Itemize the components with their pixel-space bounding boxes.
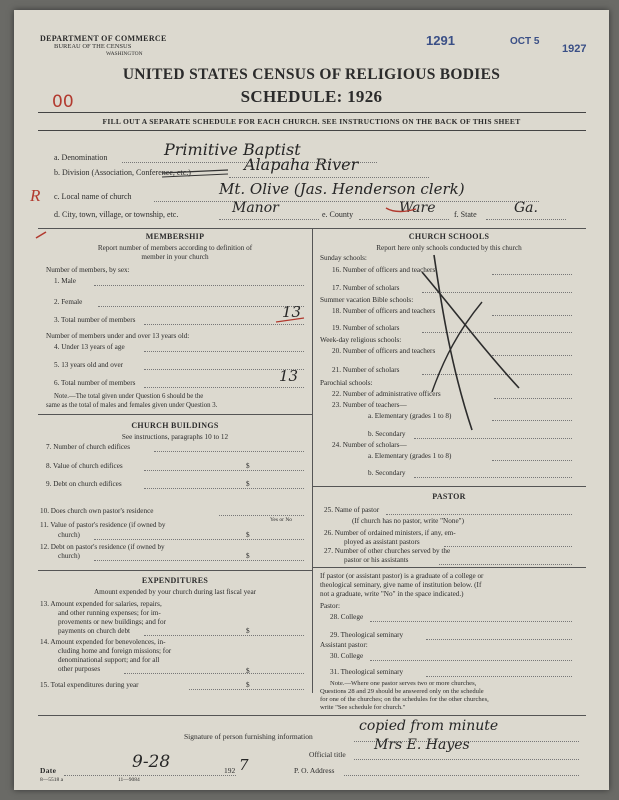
q13-line-2: and other running expenses; for im-	[58, 609, 161, 617]
form-number-2: 11—9084	[118, 777, 140, 783]
q18: 18. Number of officers and teachers	[332, 307, 436, 315]
schools-sub: Report here only schools conducted by this church	[376, 244, 522, 252]
q28: 28. College	[330, 613, 364, 621]
q15-total: 15. Total expenditures during year	[40, 681, 139, 689]
buildings-sub: See instructions, paragraphs 10 to 12	[121, 433, 229, 441]
yes-no-hint: Yes or No	[270, 517, 293, 523]
q30: 30. College	[330, 652, 364, 660]
q11-line-1: 11. Value of pastor's residence (if owned by	[40, 521, 166, 529]
q25: 25. Name of pastor	[324, 506, 380, 514]
q19: 19. Number of scholars	[332, 324, 400, 332]
local-name-label: c. Local name of church	[54, 192, 132, 201]
q22: 22. Number of administrative officers	[332, 390, 441, 398]
year-value: 7	[239, 756, 249, 774]
q17: 17. Number of scholars	[332, 284, 400, 292]
weekday-label: Week-day religious schools:	[320, 336, 402, 344]
q12-line-2: church)	[58, 552, 80, 560]
stamp-year: 1927	[562, 43, 587, 55]
expenditures-heading: EXPENDITURES	[141, 576, 209, 585]
denomination-value: Primitive Baptist	[164, 140, 301, 159]
q13-dollar: $	[246, 627, 250, 635]
q24-secondary: b. Secondary	[368, 469, 406, 477]
q9-debt-edifices: 9. Debt on church edifices	[46, 480, 122, 488]
q16: 16. Number of officers and teachers	[332, 266, 436, 274]
assistant-label: Assistant pastor:	[320, 641, 368, 649]
q14-line-1: 14. Amount expended for benevolences, in-	[40, 638, 166, 646]
pastor-note-4: write "See schedule for church."	[320, 704, 406, 711]
denomination-label: a. Denomination	[54, 153, 108, 162]
q29: 29. Theological seminary	[330, 631, 404, 639]
year-prefix: 192	[224, 766, 236, 775]
q2-female: 2. Female	[54, 298, 83, 306]
membership-note-1: Note.—The total given under Question 6 should be the	[54, 393, 204, 400]
date-label: Date	[40, 766, 57, 775]
graduate-note-3: not a graduate, write "No" in the space indicated.)	[320, 590, 464, 598]
membership-intro-2: member in your church	[141, 253, 209, 261]
division-strike	[14, 10, 609, 790]
q6-total: 6. Total number of members	[54, 379, 136, 387]
parochial-label: Parochial schools:	[320, 379, 373, 387]
q15-dollar: $	[246, 681, 250, 689]
q11-dollar: $	[246, 531, 250, 539]
q23-elementary: a. Elementary (grades 1 to 8)	[368, 412, 452, 420]
state-value: Ga.	[514, 200, 538, 216]
q31: 31. Theological seminary	[330, 668, 404, 676]
q8-dollar: $	[246, 462, 250, 470]
q13-line-1: 13. Amount expended for salaries, repairs,	[40, 600, 162, 608]
official-title-label: Official title	[309, 750, 346, 759]
q12-line-1: 12. Debt on pastor's residence (if owned by	[40, 543, 165, 551]
q14-line-2: cluding home and foreign missions; for	[58, 647, 172, 655]
q14-dollar: $	[246, 667, 250, 675]
q25-hint: (If church has no pastor, write "None")	[352, 517, 464, 525]
city-town-value: Manor	[232, 200, 279, 216]
q24: 24. Number of scholars—	[332, 441, 407, 449]
q9-dollar: $	[246, 480, 250, 488]
q24-elementary: a. Elementary (grades 1 to 8)	[368, 452, 452, 460]
q23: 23. Number of teachers—	[332, 401, 407, 409]
graduate-note-1: If pastor (or assistant pastor) is a graduate of a college or	[320, 572, 484, 580]
graduate-note-2: theological seminary, give name of institution below. (If	[320, 581, 482, 589]
bureau-label: BUREAU OF THE CENSUS	[54, 43, 132, 50]
q14-line-3: denominational support; and for all	[58, 656, 160, 664]
membership-heading: MEMBERSHIP	[145, 232, 205, 241]
membership-note-2: same as the total of males and females given under Question 3.	[46, 402, 218, 409]
q6-value: 13	[279, 367, 299, 385]
q10-residence: 10. Does church own pastor's residence	[40, 507, 154, 515]
county-label: e. County	[322, 210, 354, 219]
under-over-label: Number of members under and over 13 years old:	[46, 332, 190, 340]
q8-value-edifices: 8. Value of church edifices	[46, 462, 123, 470]
q26-line-1: 26. Number of ordained ministers, if any, em-	[324, 529, 456, 537]
q12-dollar: $	[246, 552, 250, 560]
expenditures-sub: Amount expended by your church during last fiscal year	[93, 588, 257, 596]
pastor-label: Pastor:	[320, 602, 340, 610]
sunday-label: Sunday schools:	[320, 254, 367, 262]
q3-value: 13	[282, 303, 302, 321]
county-value: Ware	[399, 200, 436, 216]
form-number: 8—5518 a	[40, 777, 64, 783]
by-sex-label: Number of members, by sex:	[46, 266, 130, 274]
q7-edifices: 7. Number of church edifices	[46, 443, 131, 451]
pastor-heading: PASTOR	[432, 492, 466, 501]
q5-over-13: 5. 13 years old and over	[54, 361, 124, 369]
dept-label: DEPARTMENT OF COMMERCE	[40, 34, 167, 43]
official-title-value: Mrs E. Hayes	[374, 737, 470, 753]
q21: 21. Number of scholars	[332, 366, 400, 374]
date-value: 9-28	[132, 752, 171, 772]
signature-label: Signature of person furnishing information	[184, 732, 313, 741]
q11-line-2: church)	[58, 531, 80, 539]
q23-secondary: b. Secondary	[368, 430, 406, 438]
margin-mark: 00	[52, 92, 74, 112]
pastor-note-3: for one of the churches; on the schedules for the other churches,	[320, 696, 489, 703]
pastor-note-2: Questions 28 and 29 should be answered only on the schedule	[320, 688, 484, 695]
q1-male: 1. Male	[54, 277, 76, 285]
instruction-line: FILL OUT A SEPARATE SCHEDULE FOR EACH CHURCH. SEE INSTRUCTIONS ON THE BACK OF THIS SHEET	[102, 117, 521, 126]
q20: 20. Number of officers and teachers	[332, 347, 436, 355]
q13-line-3: provements or new buildings; and for	[58, 618, 166, 626]
census-schedule-page	[14, 10, 609, 790]
po-address-label: P. O. Address	[294, 766, 335, 775]
stamp-number: 1291	[426, 33, 455, 48]
r-mark: R	[30, 186, 41, 205]
q26-line-2: ployed as assistant pastors	[344, 538, 420, 546]
q3-total: 3. Total number of members	[54, 316, 136, 324]
pastor-note-1: Note.—Where one pastor serves two or more churches,	[330, 680, 477, 687]
division-label: b. Division (Association, Conference, etc.)	[54, 168, 191, 177]
q27-line-1: 27. Number of other churches served by the	[324, 547, 451, 555]
signature-value: copied from minute	[359, 718, 499, 734]
stamp-date: OCT 5	[510, 36, 540, 47]
q27-line-2: pastor or his assistants	[344, 556, 409, 564]
form-title: UNITED STATES CENSUS OF RELIGIOUS BODIES	[122, 66, 501, 83]
form-subtitle: SCHEDULE: 1926	[240, 87, 383, 106]
q4-under-13: 4. Under 13 years of age	[54, 343, 125, 351]
membership-intro-1: Report number of members according to definition of	[97, 244, 253, 252]
schools-heading: CHURCH SCHOOLS	[408, 232, 490, 241]
summer-label: Summer vacation Bible schools:	[320, 296, 414, 304]
city-town-label: d. City, town, village, or township, etc.	[54, 210, 179, 219]
city-label: WASHINGTON	[106, 51, 143, 57]
q14-line-4: other purposes	[58, 665, 101, 673]
q13-line-4: payments on church debt	[58, 627, 131, 635]
local-name-value: Mt. Olive (Jas. Henderson clerk)	[219, 180, 465, 198]
buildings-heading: CHURCH BUILDINGS	[131, 421, 219, 430]
state-label: f. State	[454, 210, 477, 219]
division-value: Alapaha River	[244, 155, 359, 174]
